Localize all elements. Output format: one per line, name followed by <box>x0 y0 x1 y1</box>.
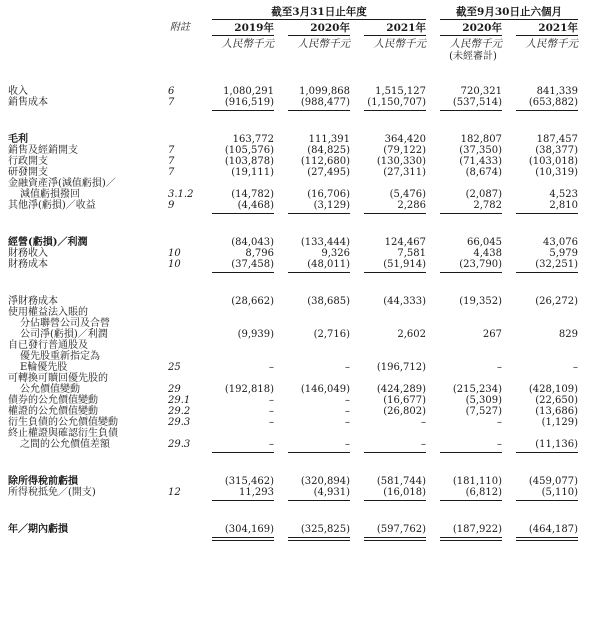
statement-row <box>0 86 596 97</box>
row-value: (48,011) <box>307 259 350 270</box>
row-value: (16,018) <box>383 487 426 498</box>
row-label: 減值虧損撥回 <box>20 189 80 200</box>
row-note: 7 <box>168 97 175 108</box>
row-value: (37,458) <box>231 259 274 270</box>
total-rule <box>516 272 578 273</box>
total-rule <box>212 452 274 453</box>
row-value: (5,476) <box>389 189 426 200</box>
row-note: 9 <box>168 200 175 211</box>
row-label: 銷售成本 <box>8 97 48 108</box>
group-rule-years <box>212 19 426 20</box>
group-header-years: 截至3月31日止年度 <box>271 6 367 18</box>
row-value: (19,111) <box>231 167 274 178</box>
row-value: (37,350) <box>459 145 502 156</box>
row-value: 182,807 <box>460 134 502 145</box>
row-value: (325,825) <box>300 524 350 535</box>
year-rule <box>288 35 350 36</box>
statement-row <box>0 167 596 178</box>
year-header: 2021年 <box>386 22 426 34</box>
row-value: (84,043) <box>231 237 274 248</box>
total-rule <box>288 537 350 538</box>
statement-row <box>0 145 596 156</box>
row-value: – <box>269 395 274 406</box>
row-label: 經營(虧損)／利潤 <box>8 237 88 248</box>
year-rule <box>212 35 274 36</box>
year-header: 2020年 <box>310 22 350 34</box>
row-value: (3,129) <box>313 200 350 211</box>
row-value: 11,293 <box>239 487 274 498</box>
row-note: 29.1 <box>168 395 191 406</box>
row-value: (5,309) <box>465 395 502 406</box>
total-rule <box>516 537 578 538</box>
unit-label: 人民幣千元 <box>449 38 502 50</box>
statement-row <box>0 237 596 248</box>
row-value: (320,894) <box>300 476 350 487</box>
row-label: 收入 <box>8 86 28 97</box>
row-note: 7 <box>168 156 175 167</box>
row-value: (988,477) <box>300 97 350 108</box>
statement-row <box>0 307 596 318</box>
row-note: 29.3 <box>168 439 191 450</box>
row-note: 29 <box>168 384 181 395</box>
row-label: 使用權益法入賬的 <box>8 307 88 318</box>
row-label: 除所得稅前虧損 <box>8 476 78 487</box>
row-value: (9,939) <box>237 329 274 340</box>
row-value: 267 <box>482 329 502 340</box>
row-value: (14,782) <box>231 189 274 200</box>
row-value: (26,272) <box>535 296 578 307</box>
row-note: 29.2 <box>168 406 191 417</box>
row-label: 淨財務成本 <box>8 296 58 307</box>
statement-row <box>0 417 596 428</box>
statement-row <box>0 487 596 498</box>
unit-label: 人民幣千元 <box>297 38 350 50</box>
row-note: 7 <box>168 167 175 178</box>
row-label: E輪優先股 <box>20 362 68 373</box>
row-value: (133,444) <box>300 237 350 248</box>
row-value: (464,187) <box>528 524 578 535</box>
row-label: 研發開支 <box>8 167 48 178</box>
row-value: – <box>269 362 274 373</box>
row-note: 29.3 <box>168 417 191 428</box>
total-rule <box>212 213 274 214</box>
row-value: (105,576) <box>224 145 274 156</box>
total-rule <box>212 500 274 501</box>
total-rule <box>440 500 502 501</box>
row-value: 1,099,868 <box>299 86 350 97</box>
row-value: 2,782 <box>473 200 502 211</box>
total-rule <box>288 452 350 453</box>
row-value: 9,326 <box>321 248 350 259</box>
total-rule <box>288 110 350 111</box>
row-value: (27,495) <box>307 167 350 178</box>
row-value: 66,045 <box>467 237 502 248</box>
row-note: 25 <box>168 362 181 373</box>
statement-row <box>0 318 596 329</box>
row-value: (653,882) <box>528 97 578 108</box>
note-column-header: 附註 <box>170 22 190 33</box>
row-note: 10 <box>168 248 181 259</box>
year-rule <box>440 35 502 36</box>
statement-row <box>0 156 596 167</box>
total-rule <box>212 537 274 538</box>
row-value: (1,150,707) <box>367 97 426 108</box>
row-value: (181,110) <box>452 476 502 487</box>
statement-row <box>0 395 596 406</box>
row-value: (112,680) <box>300 156 350 167</box>
total-rule <box>440 272 502 273</box>
row-value: (459,077) <box>528 476 578 487</box>
row-value: – <box>345 417 350 428</box>
row-value: (103,878) <box>224 156 274 167</box>
row-value: (304,169) <box>224 524 274 535</box>
statement-row <box>0 97 596 108</box>
total-rule <box>516 500 578 501</box>
row-value: (315,462) <box>224 476 274 487</box>
row-value: (22,650) <box>535 395 578 406</box>
row-value: (23,790) <box>459 259 502 270</box>
statement-row <box>0 362 596 373</box>
row-label: 財務收入 <box>8 248 48 259</box>
row-value: (597,762) <box>376 524 426 535</box>
row-value: (26,802) <box>383 406 426 417</box>
statement-row <box>0 428 596 439</box>
row-value: – <box>345 406 350 417</box>
total-rule <box>364 452 426 453</box>
statement-row <box>0 189 596 200</box>
row-value: 8,796 <box>245 248 274 259</box>
row-label: 所得稅抵免／(開支) <box>8 487 96 498</box>
row-value: – <box>497 362 502 373</box>
row-value: (32,251) <box>535 259 578 270</box>
row-label: 行政開支 <box>8 156 48 167</box>
statement-row <box>0 296 596 307</box>
row-value: (916,519) <box>224 97 274 108</box>
row-value: – <box>345 362 350 373</box>
total-rule <box>288 500 350 501</box>
row-value: – <box>421 439 426 450</box>
unit-label: 人民幣千元 <box>525 38 578 50</box>
row-value: (187,922) <box>452 524 502 535</box>
total-rule <box>516 110 578 111</box>
row-label: 其他淨(虧損)／收益 <box>8 200 96 211</box>
row-value: 7,581 <box>397 248 426 259</box>
statement-row <box>0 340 596 351</box>
row-value: (10,319) <box>535 167 578 178</box>
row-value: (7,527) <box>465 406 502 417</box>
row-value: – <box>269 439 274 450</box>
row-note: 7 <box>168 145 175 156</box>
row-value: 841,339 <box>536 86 578 97</box>
row-value: (16,706) <box>307 189 350 200</box>
total-rule <box>364 500 426 501</box>
row-value: – <box>345 395 350 406</box>
row-note: 12 <box>168 487 181 498</box>
row-value: 720,321 <box>460 86 502 97</box>
row-value: (27,311) <box>383 167 426 178</box>
row-value: (44,333) <box>383 296 426 307</box>
row-value: 829 <box>558 329 578 340</box>
total-rule <box>440 213 502 214</box>
row-value: 1,080,291 <box>223 86 274 97</box>
row-value: – <box>345 439 350 450</box>
row-label: 公允價值變動 <box>20 384 80 395</box>
statement-row <box>0 439 596 450</box>
statement-row <box>0 178 596 189</box>
year-header: 2020年 <box>462 22 502 34</box>
statement-row <box>0 329 596 340</box>
row-value: 2,602 <box>397 329 426 340</box>
total-rule <box>364 537 426 538</box>
row-value: (103,018) <box>528 156 578 167</box>
row-value: (2,087) <box>465 189 502 200</box>
row-label: 分佔聯營公司及合營 <box>20 318 110 329</box>
row-note: 6 <box>168 86 175 97</box>
year-rule <box>516 35 578 36</box>
statement-row <box>0 134 596 145</box>
total-rule <box>516 540 578 541</box>
total-rule <box>364 272 426 273</box>
total-rule <box>364 110 426 111</box>
row-value: – <box>421 417 426 428</box>
row-value: 5,979 <box>549 248 578 259</box>
row-value: 163,772 <box>232 134 274 145</box>
row-value: – <box>497 439 502 450</box>
row-note: 3.1.2 <box>168 189 194 200</box>
unaudited-label: (未經審計) <box>449 51 497 62</box>
total-rule <box>364 213 426 214</box>
statement-row <box>0 406 596 417</box>
total-rule <box>440 537 502 538</box>
row-value: 124,467 <box>384 237 426 248</box>
row-value: 2,286 <box>397 200 426 211</box>
total-rule <box>288 540 350 541</box>
statement-row <box>0 373 596 384</box>
row-value: (196,712) <box>376 362 426 373</box>
row-value: (84,825) <box>307 145 350 156</box>
row-value: (2,716) <box>313 329 350 340</box>
row-label: 可轉換可贖回優先股的 <box>8 373 108 384</box>
row-label: 終止權證與確認衍生負債 <box>8 428 118 439</box>
statement-row <box>0 200 596 211</box>
total-rule <box>212 272 274 273</box>
row-value: – <box>269 417 274 428</box>
row-label: 公司淨(虧損)／利潤 <box>20 329 108 340</box>
row-value: (38,685) <box>307 296 350 307</box>
row-value: (537,514) <box>452 97 502 108</box>
row-value: 187,457 <box>536 134 578 145</box>
row-value: – <box>573 362 578 373</box>
row-value: (11,136) <box>535 439 578 450</box>
row-value: (79,122) <box>383 145 426 156</box>
row-note: 10 <box>168 259 181 270</box>
row-value: (130,330) <box>376 156 426 167</box>
row-value: 4,438 <box>473 248 502 259</box>
row-value: – <box>497 417 502 428</box>
total-rule <box>440 540 502 541</box>
row-value: (5,110) <box>541 487 578 498</box>
row-value: 2,810 <box>549 200 578 211</box>
statement-row <box>0 259 596 270</box>
row-label: 毛利 <box>8 134 28 145</box>
year-header: 2019年 <box>234 22 274 34</box>
unit-label: 人民幣千元 <box>373 38 426 50</box>
row-label: 債券的公允價值變動 <box>8 395 98 406</box>
row-value: (215,234) <box>452 384 502 395</box>
year-header: 2021年 <box>538 22 578 34</box>
total-rule <box>212 540 274 541</box>
row-value: (4,931) <box>313 487 350 498</box>
row-value: (4,468) <box>237 200 274 211</box>
row-value: (71,433) <box>459 156 502 167</box>
total-rule <box>288 213 350 214</box>
row-value: (8,674) <box>465 167 502 178</box>
row-label: 權證的公允價值變動 <box>8 406 98 417</box>
total-rule <box>364 540 426 541</box>
statement-row <box>0 351 596 362</box>
total-rule <box>516 452 578 453</box>
row-value: (6,812) <box>465 487 502 498</box>
row-value: 364,420 <box>384 134 426 145</box>
row-value: 4,523 <box>549 189 578 200</box>
row-value: (424,289) <box>376 384 426 395</box>
row-value: (51,914) <box>383 259 426 270</box>
row-value: 111,391 <box>308 134 350 145</box>
row-value: (19,352) <box>459 296 502 307</box>
row-label: 之間的公允價值差額 <box>20 439 110 450</box>
statement-row <box>0 524 596 535</box>
row-value: 1,515,127 <box>375 86 426 97</box>
group-rule-six-months <box>440 19 578 20</box>
row-value: (28,662) <box>231 296 274 307</box>
row-label: 年／期內虧損 <box>8 524 68 535</box>
row-label: 自已發行普通股及 <box>8 340 88 351</box>
row-label: 銷售及經銷開支 <box>8 145 78 156</box>
row-value: (38,377) <box>535 145 578 156</box>
total-rule <box>440 452 502 453</box>
row-value: – <box>269 406 274 417</box>
total-rule <box>516 213 578 214</box>
row-value: (146,049) <box>300 384 350 395</box>
row-value: (581,744) <box>376 476 426 487</box>
unit-label: 人民幣千元 <box>221 38 274 50</box>
row-value: (428,109) <box>528 384 578 395</box>
row-label: 金融資產淨(減值虧損)／ <box>8 178 116 189</box>
statement-row <box>0 384 596 395</box>
row-label: 優先股重新指定為 <box>20 351 100 362</box>
row-value: (13,686) <box>535 406 578 417</box>
group-header-six-months: 截至9月30日止六個月 <box>456 6 562 18</box>
year-rule <box>364 35 426 36</box>
row-value: 43,076 <box>543 237 578 248</box>
row-label: 財務成本 <box>8 259 48 270</box>
row-value: (192,818) <box>224 384 274 395</box>
total-rule <box>212 110 274 111</box>
row-value: (16,677) <box>383 395 426 406</box>
statement-row <box>0 248 596 259</box>
total-rule <box>440 110 502 111</box>
row-value: (1,129) <box>541 417 578 428</box>
statement-row <box>0 476 596 487</box>
row-label: 衍生負債的公允價值變動 <box>8 417 118 428</box>
total-rule <box>288 272 350 273</box>
